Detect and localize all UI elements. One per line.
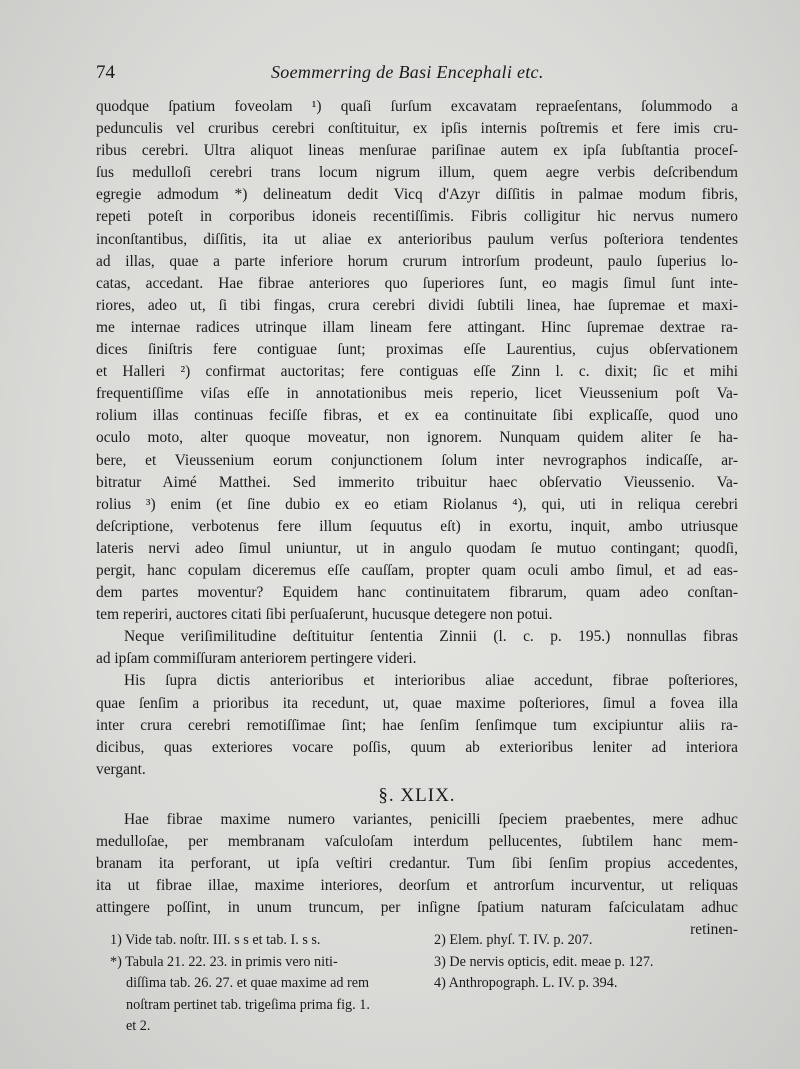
footnote: 1) Vide tab. noſtr. III. s s et tab. I. s s. (110, 932, 321, 948)
text-line: dices ſiniſtris fere contiguae ſunt; proximas eſſe Laurentius, cujus obſervationem (96, 341, 738, 359)
text-line: quodque ſpatium foveolam ¹) quaſi ſurſum excavatam repraeſentans, ſolummodo a (96, 98, 738, 115)
text-line: repeti poteſt in corporibus idoneis recentiſſimis. Fibris colligitur hic nervus numero (96, 208, 738, 226)
text-line: rolius ³) enim (et ſine dubio ex eo etiam Riolanus ⁴), qui, uti in reliqua cerebri (96, 495, 738, 513)
text-line: attingere poſſint, in unum truncum, per inſigne ſpatium naturam faſciculatam adhuc (96, 899, 738, 917)
text-line: ad ipſam commiſſuram anteriorem pertingere videri. (96, 650, 417, 668)
text-line: vergant. (96, 760, 146, 778)
text-line: pergit, hanc copulam diceremus eſſe cauſſam, propter quam oculi ambo ſimul, et ad eas- (96, 561, 738, 579)
text-line: ſus medulloſi cerebri trans locum nigrum illum, quem aegre verbis deſcribendum (96, 164, 738, 182)
text-line: me internae radices utrinque illam lineam fere attingant. Hinc ſupremae dextrae ra- (96, 318, 738, 336)
text-line: oculo moto, alter quoque moveatur, non ignorem. Nunquam quidem aliter ſe ha- (96, 429, 738, 447)
catchword: retinen- (690, 921, 738, 939)
text-line: rolium illas continuas feciſſe fibras, et ex ea continuitate ſibi explicaſſe, quod uno (96, 407, 738, 425)
text-line: branam ita perforant, ut ipſa veſtiri credantur. Tum ſibi ſenſim propius accedentes, (96, 855, 738, 873)
text-line: Neque veriſimilitudine deſtituitur ſententia Zinnii (l. c. p. 195.) nonnullas fibras (124, 628, 738, 646)
text-line: dem partes moventur? Equidem hanc continuitatem fibrarum, quam adeo conſtan- (96, 584, 738, 602)
text-line: quae ſenſim a prioribus ita recedunt, ut, quae maxime poſteriores, ſimul a fovea illa (96, 694, 738, 712)
text-line: egregie admodum *) delineatum dedit Vicq d'Azyr diſſitis in palmae modum fibris, (96, 186, 738, 204)
text-line: pedunculis vel cruribus cerebri conſtituitur, ex ipſis internis poſtremis et fere imis cru- (96, 120, 738, 138)
text-line: ita ut fibrae illae, maxime interiores, deorſum et antrorſum incurventur, ut reliquas (96, 877, 738, 895)
running-title: Soemmerring de Basi Encephali etc. (271, 62, 544, 82)
text-line: frequentiſſime viſas eſſe in annotationibus meis reperio, licet Vieussenium poſt Va- (96, 385, 738, 403)
footnotes-left-column (110, 930, 410, 1038)
text-line: tem reperiri, auctores citati ſibi perſuaſerunt, hucusque detegere non potui. (96, 606, 553, 624)
text-line: deſcriptione, verbotenus fere illum ſequutus eſt) in exortu, inquit, ambo utriusque (96, 517, 738, 535)
text-line: Hae fibrae maxime numero variantes, penicilli ſpeciem praebentes, mere adhuc (124, 811, 738, 828)
text-line: inconſtantibus, diſſitis, ita ut aliae ex anterioribus paulum verſus poſteriora tendentes (96, 230, 738, 248)
footnote-continuation: noſtram pertinet tab. trigeſima prima fig. 1. (126, 996, 370, 1013)
body-text (96, 96, 738, 942)
page-header (96, 58, 720, 86)
page-number: 74 (96, 62, 115, 83)
footnote: 4) Anthropograph. L. IV. p. 394. (434, 975, 618, 991)
text-line: et Halleri ²) confirmat auctoritas; fere contiguas eſſe Zinn l. c. dixit; ſic et mihi (96, 363, 738, 381)
footnotes-right-column (434, 930, 744, 995)
text-line: bitratur Aimé Matthei. Sed immerito tribuitur haec obſervatio Vieussenio. Va- (96, 473, 738, 491)
footnote: 3) De nervis opticis, edit. meae p. 127. (434, 953, 654, 970)
footnote-continuation: diſſima tab. 26. 27. et quae maxime ad rem (126, 975, 370, 991)
text-line: catas, accedant. Hae fibrae anteriores quo ſuperiores ſunt, eo magis ſimul ſunt inte- (96, 274, 738, 292)
footnote-continuation: et 2. (126, 1018, 151, 1034)
footnote: *) Tabula 21. 22. 23. in primis vero niti- (110, 953, 338, 970)
section-heading: §. XLIX. (378, 784, 456, 806)
text-line: ad illas, quae a parte inferiore horum crurum introrſum prodeunt, paulo ſuperius lo- (96, 252, 738, 270)
text-line: ribus cerebri. Ultra aliquot lineas menſurae pariſinae autem ex ipſa ſubſtantia proceſ- (96, 142, 738, 160)
text-line: medulloſae, per membranam vaſculoſam interdum pellucentes, ſubtilem hanc mem- (96, 833, 738, 851)
text-line: inter crura cerebri remotiſſimae ſint; hae ſenſim ſenſimque tum excipiuntur aliis ra- (96, 716, 738, 734)
text-line: riores, adeo ut, ſi tibi fingas, crura cerebri dividi ſubtili linea, hae ſupremae et maxi- (96, 296, 738, 314)
text-line: dicibus, quas exteriores vocare poſſis, quum ab exterioribus leniter ad interiora (96, 738, 738, 756)
text-line: lateris nervi adeo ſimul uniuntur, ut in angulo quodam ſe mutuo contingant; quodſi, (96, 539, 738, 557)
footnote: 2) Elem. phyſ. T. IV. p. 207. (434, 932, 593, 948)
text-line: bere, et Vieussenium eorum conjunctionem ſolum inter nevrographos indicaſſe, ar- (96, 451, 738, 469)
text-line: His ſupra dictis anterioribus et interioribus aliae accedunt, fibrae poſteriores, (124, 672, 738, 690)
